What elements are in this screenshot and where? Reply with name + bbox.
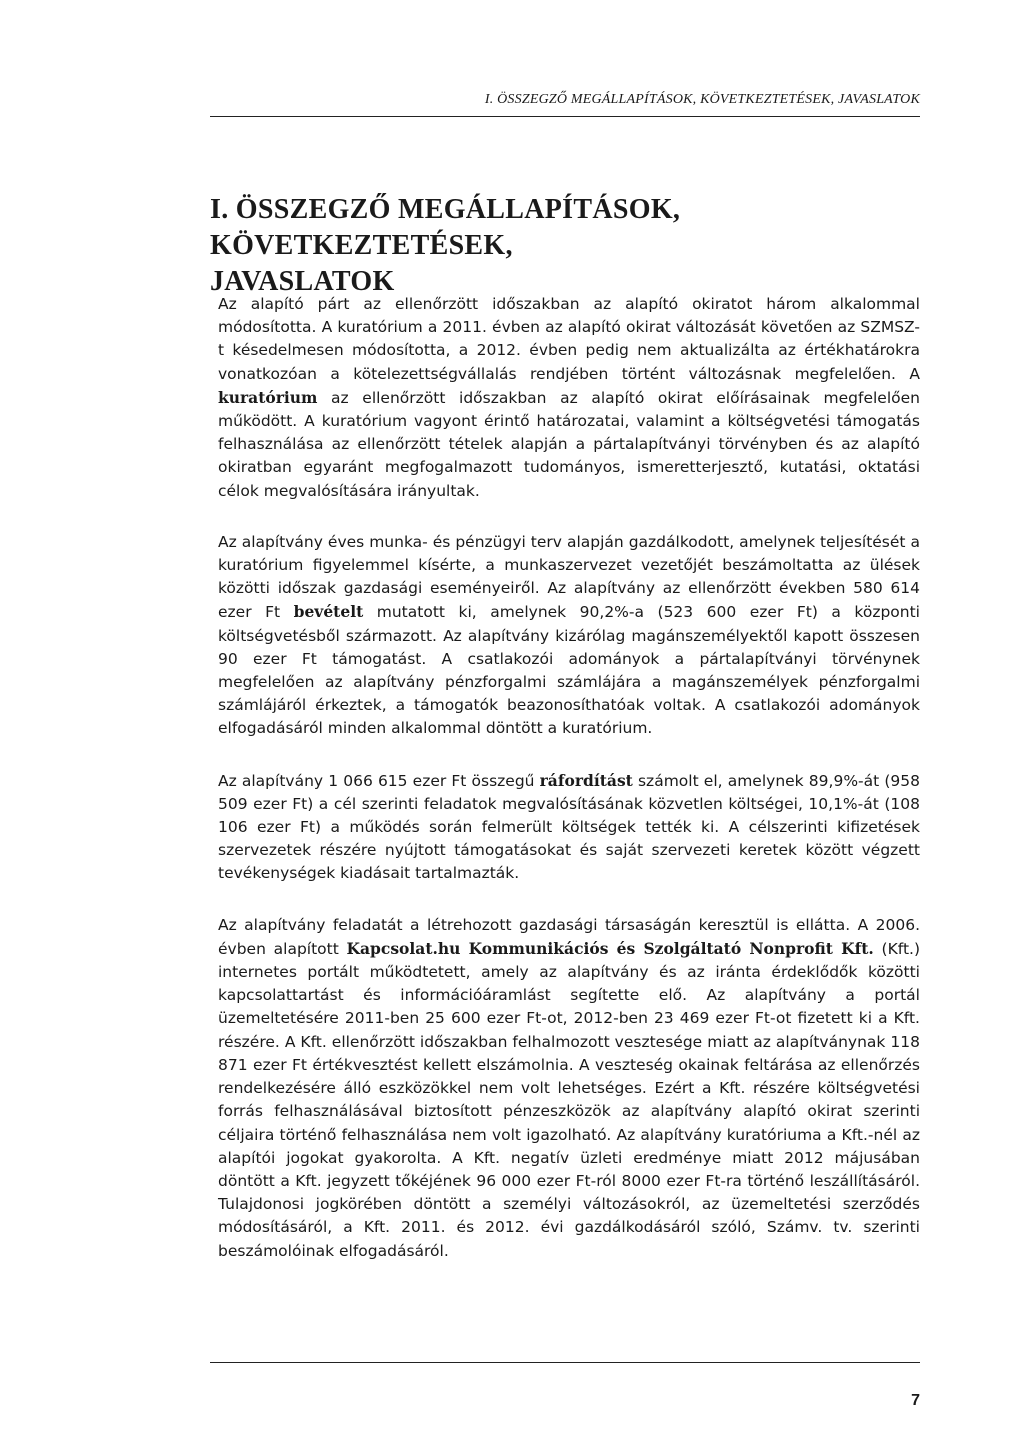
paragraph-text: számolt el, amelynek 89,9%-át (958 509 ezer Ft) a cél szerinti feladatok megvalósításának közvetlen költségei, 10,1%-át (108 106 ezer Ft) a működés során felmerült költségek tették ki. A célszerinti kifizetések szervezetek részére nyújtott támogatásokat és saját szervezeti keretek között végzett tevékenységek kiadásait tartalmazták. — [218, 771, 920, 883]
paragraph-company — [218, 914, 920, 1263]
bold-term-kuratorium: kuratórium — [218, 387, 318, 407]
page-number: 7 — [911, 1392, 920, 1409]
paragraph-text: az ellenőrzött időszakban az alapító okirat előírásainak megfelelően működött. A kuratórium vagyont érintő határozatai, valamint a költségvetési támogatás felhasználása az ellenőrzött tételek alapján a pártalapítványi törvényben és az alapító okiratban egyaránt megfogalmazott tudományos, ismeretterjesztő, kutatási, oktatási célok megvalósítására irányultak. — [218, 388, 920, 500]
header-divider — [210, 116, 920, 117]
paragraph-text: Az alapító párt az ellenőrzött időszakban az alapító okiratot három alkalommal módosította. A kuratórium a 2011. évben az alapító okirat változását követően az SZMSZ-t késedelmesen módosította, a 2012. évben pedig nem aktualizálta az értékhatárokra vonatkozóan a kötelezettségvállalás rendjében történt változásnak megfelelően. A — [218, 295, 920, 383]
paragraph-expenditure — [218, 769, 920, 886]
chapter-title-line-2: JAVASLATOK — [210, 266, 395, 297]
paragraph-board — [218, 293, 920, 503]
paragraph-text: Az alapítvány feladatát a létrehozott gazdasági társaságán keresztül is ellátta. A 2006. évben alapított — [218, 915, 920, 958]
body-text — [218, 293, 920, 1291]
bold-term-raforditast: ráfordítást — [539, 770, 633, 790]
bold-term-bevetelt: bevételt — [293, 602, 364, 622]
chapter-title — [210, 192, 910, 300]
paragraph-text: mutatott ki, amelynek 90,2%-a (523 600 ezer Ft) a központi költségvetésből származott. Az alapítvány kizárólag magánszemélyektől kapott összesen 90 ezer Ft támogatást. A csatlakozói adományok a pártalapítványi törvénynek megfelelően az alapítvány pénzforgalmi számlájára a magánszemélyek pénzforgalmi számlájáról érkeztek, a támogatók beazonosíthatóak voltak. A csatlakozói adományok elfogadásáról minden alkalommal döntött a kuratórium. — [218, 603, 920, 738]
paragraph-text: Az alapítvány éves munka- és pénzügyi terv alapján gazdálkodott, amelynek teljesítését a kuratórium figyelemmel kísérte, a munkaszervezet vezetőjét beszámoltatta az ülések közötti időszak gazdasági eseményeiről. Az alapítvány az ellenőrzött években 580 614 ezer Ft — [218, 532, 920, 622]
running-header: I. ÖSSZEGZŐ MEGÁLLAPÍTÁSOK, KÖVETKEZTETÉSEK, JAVASLATOK — [484, 92, 920, 107]
paragraph-text: (Kft.) internetes portált működtetett, amely az alapítvány és az iránta érdeklődők közötti kapcsolattartást és információáramlást segítette elő. Az alapítvány a portál üzemeltetésére 2011-ben 25 600 ezer Ft-ot, 2012-ben 23 469 ezer Ft-ot fizetett ki a Kft. részére. A Kft. ellenőrzött időszakban felhalmozott vesztesége miatt az alapítványnak 118 871 ezer Ft értékvesztést kellett elszámolnia. A veszteség okainak feltárása az ellenőrzés rendelkezésére álló eszközökkel nem volt lehetséges. Ezért a Kft. részére költségvetési forrás felhasználásával biztosított pénzeszközök az alapítvány alapító okirat szerinti céljaira történő felhasználása nem volt igazolható. Az alapítvány kuratóriuma a Kft.-nél az alapítói jogokat gyakorolta. A Kft. negatív üzleti eredménye miatt 2012 májusában döntött a Kft. jegyzett tőkéjének 96 000 ezer Ft-ról 8000 ezer Ft-ra történő leszállításáról. Tulajdonosi jogkörében döntött a személyi változásokról, az üzemeltetési szerződés módosításáról, a Kft. 2011. és 2012. évi gazdálkodásáról szóló, Számv. tv. szerinti beszámolóinak elfogadásáról. — [218, 939, 920, 1260]
bold-term-company-name: Kapcsolat.hu Kommunikációs és Szolgáltató Nonprofit Kft. — [346, 938, 874, 958]
paragraph-text: Az alapítvány 1 066 615 ezer Ft összegű — [218, 771, 540, 790]
chapter-title-line-1: I. ÖSSZEGZŐ MEGÁLLAPÍTÁSOK, KÖVETKEZTETÉSEK, — [210, 194, 681, 261]
footer-divider — [210, 1362, 920, 1363]
paragraph-revenue — [218, 531, 920, 741]
